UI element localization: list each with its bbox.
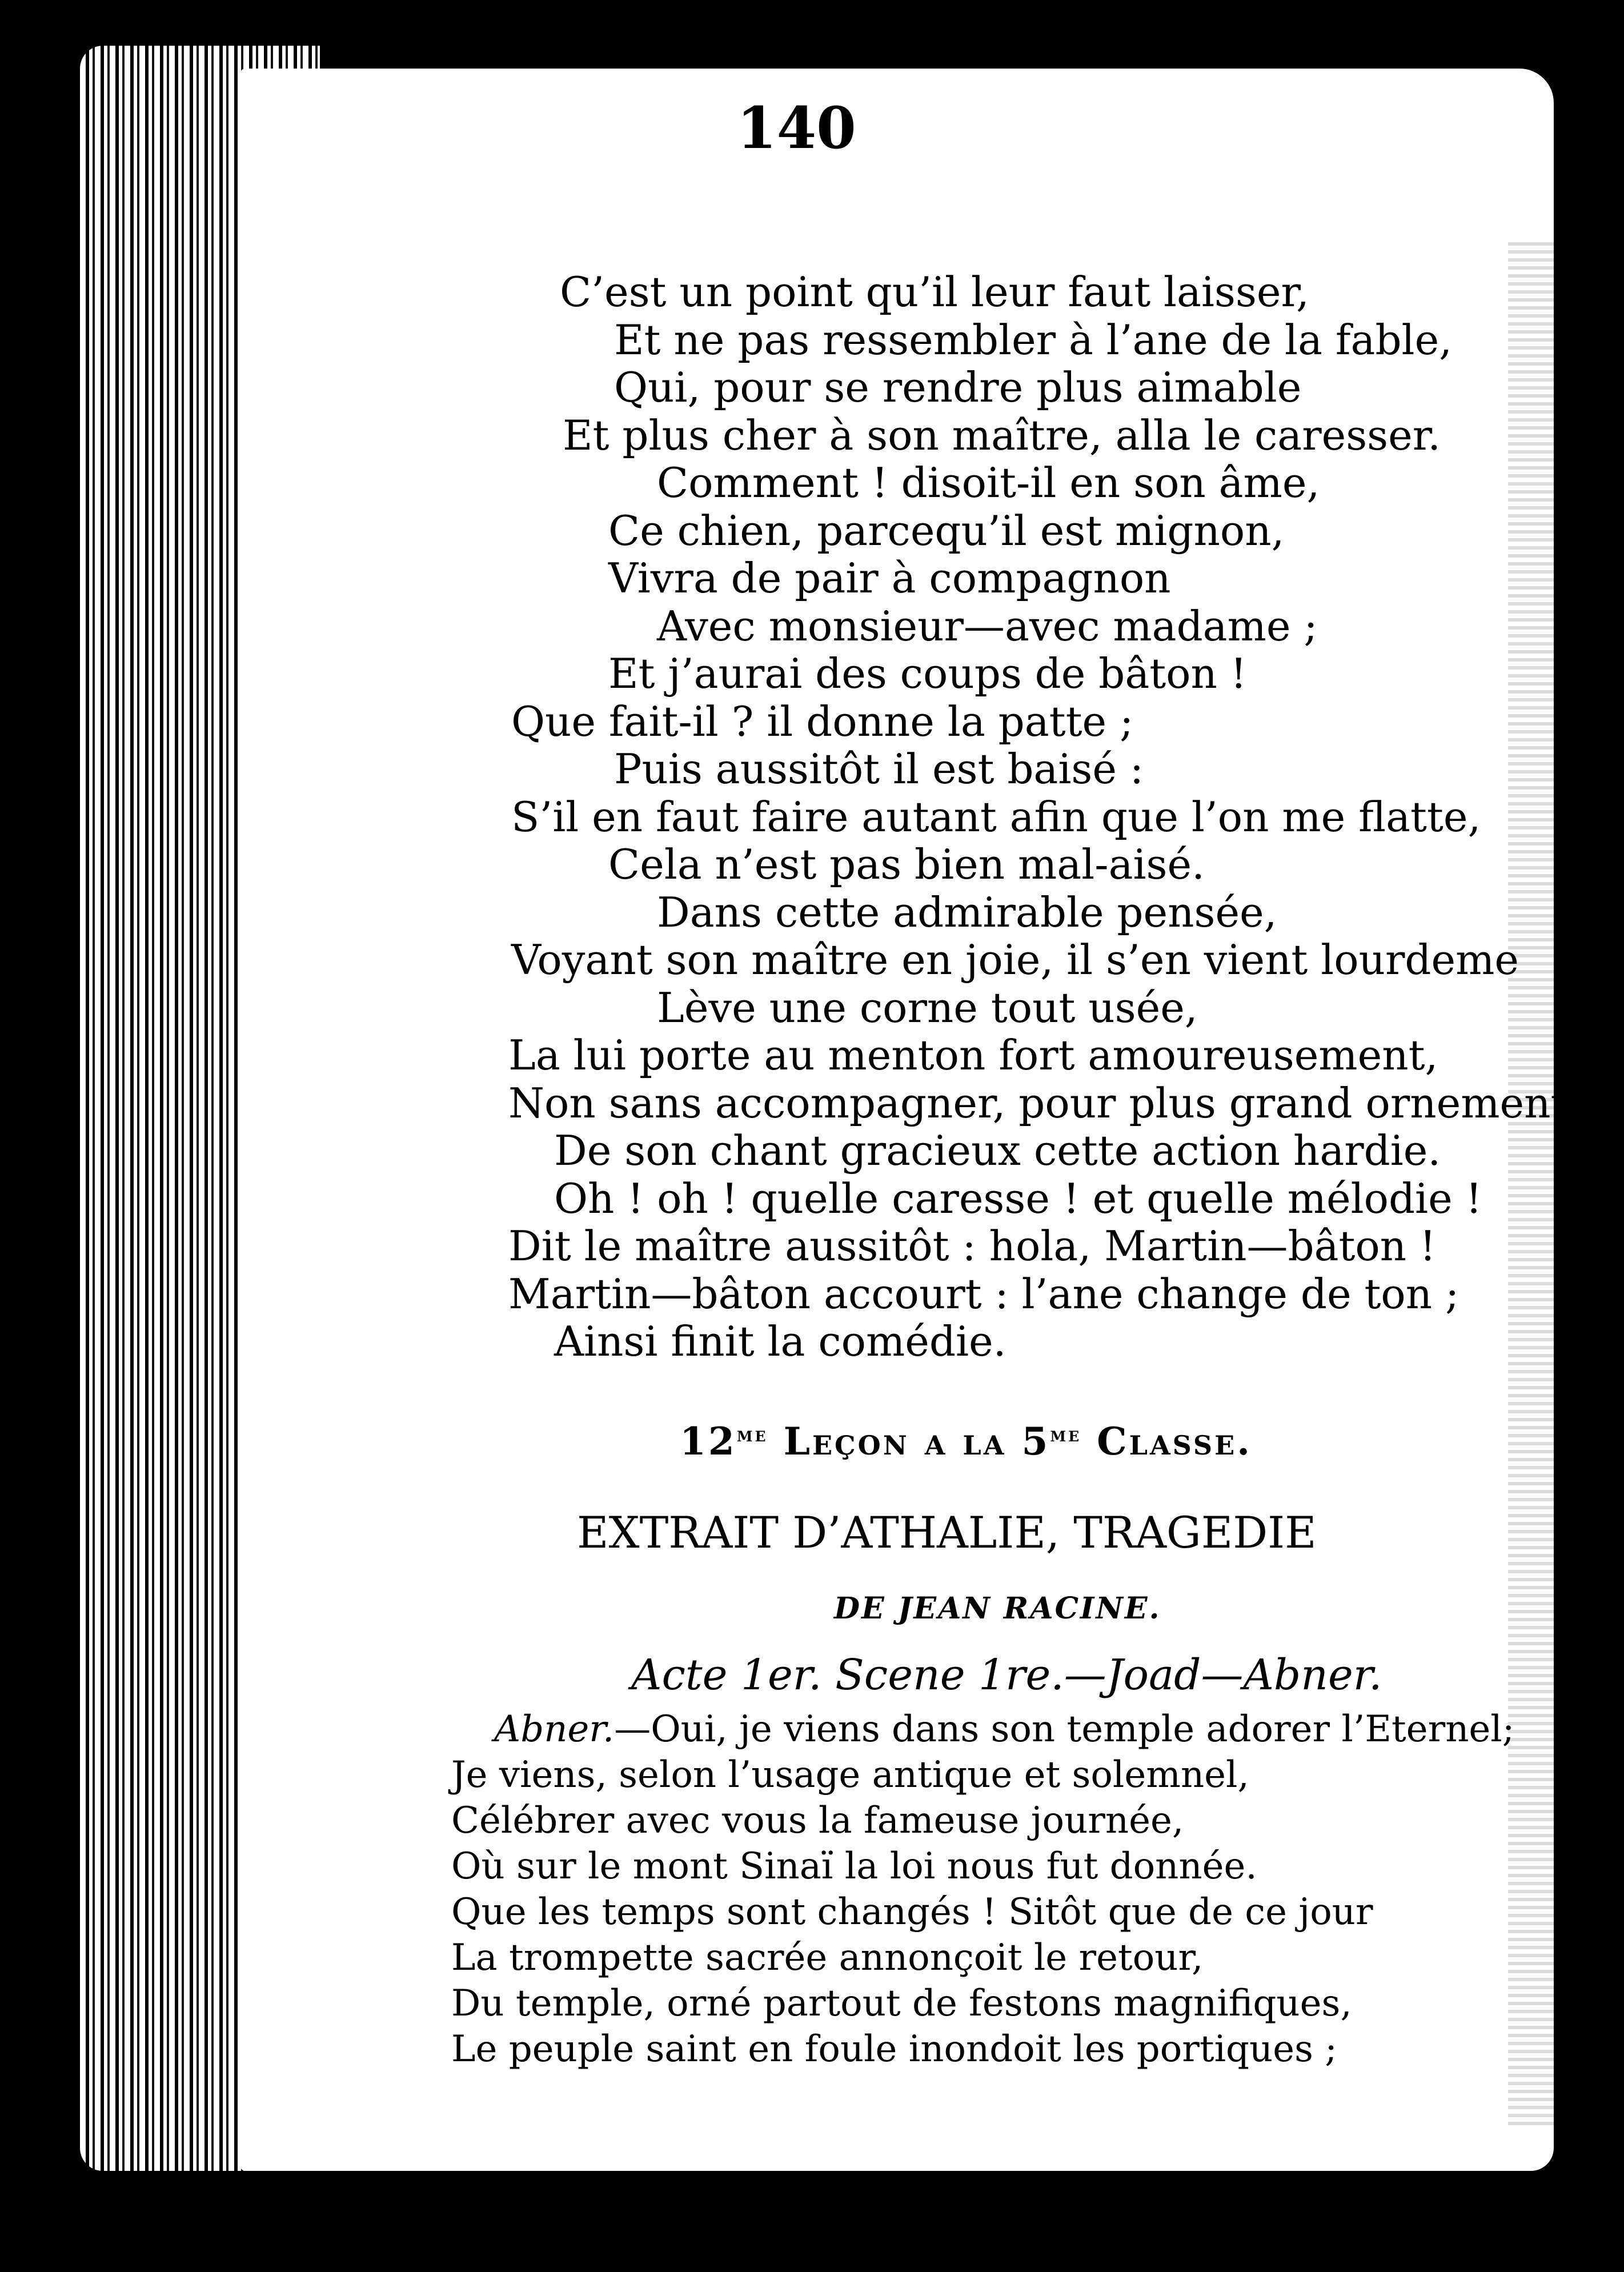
speech-line: Du temple, orné partout de festons magnifiques, [451,1982,1352,2025]
poem-line: Et plus cher à son maître, alla le caresser. [563,411,1441,459]
poem-line: Dit le maître aussitôt : hola, Martin—bâton ! [508,1222,1436,1270]
speech-line: La trompette sacrée annonçoit le retour, [451,1937,1204,1979]
poem-line: La lui porte au menton fort amoureusement, [508,1031,1438,1079]
poem-line: Lève une corne tout usée, [657,984,1198,1032]
speech-first-text: —Oui, je viens dans son temple adorer l’Eternel; [614,1708,1515,1750]
speech-first-line [494,1708,1515,1750]
speech-line: Célébrer avec vous la fameuse journée, [451,1800,1184,1842]
lesson-word1: Leçon a la [783,1419,1007,1464]
page-number: 140 [737,94,856,162]
extract-title: EXTRAIT D’ATHALIE, TRAGEDIE [577,1507,1317,1558]
poem-line: Que fait-il ? il donne la patte ; [511,698,1134,746]
speech-line: Que les temps sont changés ! Sitôt que de ce jour [451,1891,1373,1933]
poem-line: Vivra de pair à compagnon [608,554,1171,602]
speech-line: Le peuple saint en foule inondoit les portiques ; [451,2028,1337,2070]
poem-line: Non sans accompagner, pour plus grand ornement [508,1079,1567,1127]
speaker-name: Abner. [494,1708,615,1750]
poem-line: Cela n’est pas bien mal-aisé. [608,840,1205,888]
poem-line: C’est un point qu’il leur faut laisser, [560,268,1309,316]
poem-line: Puis aussitôt il est baisé : [614,745,1144,793]
extract-author: DE JEAN RACINE. [834,1591,1161,1626]
poem-line: Voyant son maître en joie, il s’en vient lourdeme [511,936,1519,984]
poem-line: Ainsi finit la comédie. [554,1317,1007,1365]
poem-line: S’il en faut faire autant afin que l’on me flatte, [511,793,1481,841]
lesson-heading [680,1419,1253,1464]
lesson-num2: 5 [1021,1419,1050,1464]
poem-line: Martin—bâton accourt : l’ane change de ton ; [508,1270,1459,1318]
poem-line: Dans cette admirable pensée, [657,888,1277,936]
lesson-sup1: me [736,1422,768,1446]
speech-line: Je viens, selon l’usage antique et solemnel, [451,1754,1249,1796]
poem-line: Et ne pas ressembler à l’ane de la fable, [614,316,1453,364]
poem-line: Oh ! oh ! quelle caresse ! et quelle mélodie ! [554,1175,1482,1223]
scene-heading: Acte 1er. Scene 1re.—Joad—Abner. [631,1650,1382,1700]
page-shadow [1508,240,1554,2125]
poem-line: Comment ! disoit-il en son âme, [657,459,1320,507]
speech-line: Où sur le mont Sinaï la loi nous fut donnée. [451,1845,1257,1888]
poem-line: Avec monsieur—avec madame ; [657,602,1318,650]
lesson-word2: Classe. [1097,1419,1253,1464]
poem-line: Ce chien, parcequ’il est mignon, [608,507,1285,555]
poem-line: De son chant gracieux cette action hardie. [554,1127,1441,1175]
lesson-sup2: me [1050,1422,1082,1446]
lesson-num: 12 [680,1419,737,1464]
poem-line: Qui, pour se rendre plus aimable [614,363,1302,411]
poem-line: Et j’aurai des coups de bâton ! [608,650,1247,698]
